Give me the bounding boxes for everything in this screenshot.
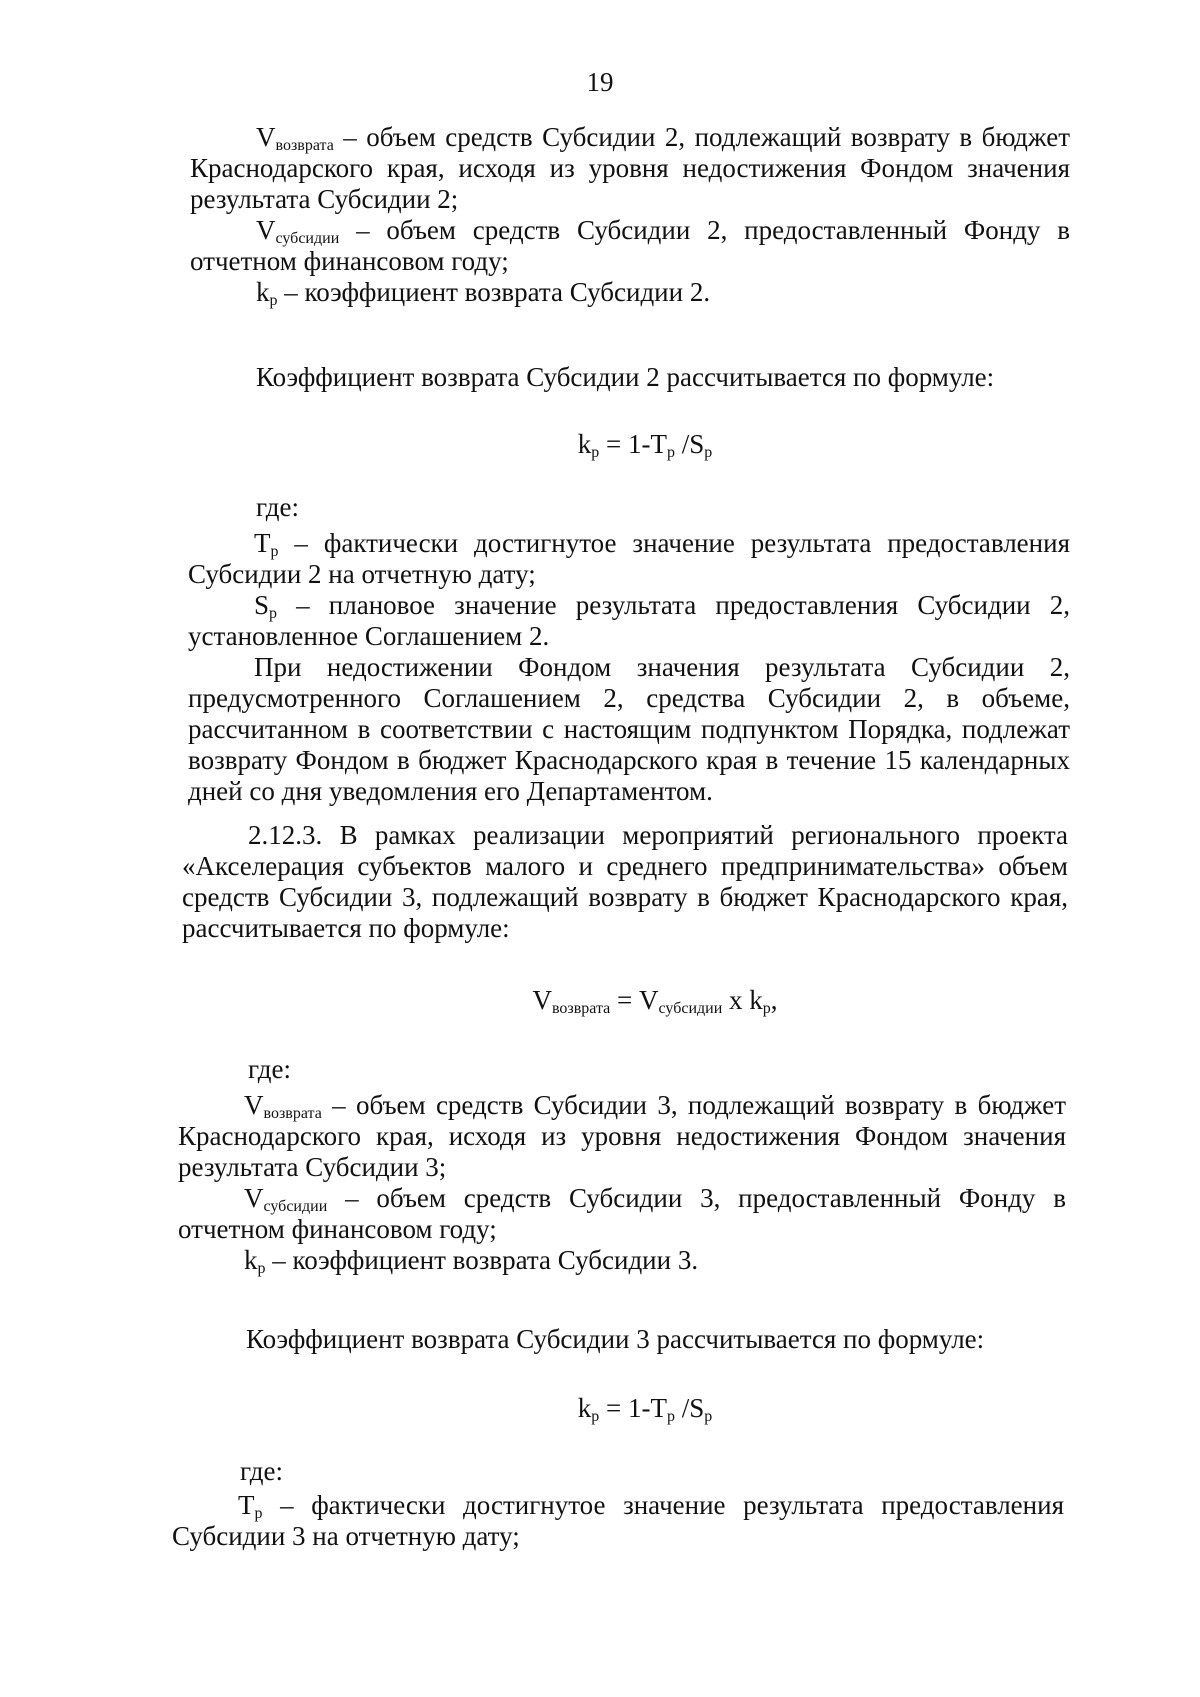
where-label-1: где: [256, 492, 299, 522]
coef-intro-3: Коэффициент возврата Субсидии 3 рассчитывается по формуле: [246, 1324, 985, 1354]
def-t-2: $T_p$ – фактически достигнутое значение результата предоставления Субсидии 2 на отчетную дату; [188, 528, 1070, 589]
def-k-2: $k_p$ – коэффициент возврата Субсидии 2. [256, 277, 711, 309]
definitions-block-2 [188, 528, 1070, 807]
def-s-2: $S_p$ – плановое значение результата предоставления Субсидии 2, установленное Соглашением 2. [188, 590, 1070, 651]
where-label-3: где: [240, 1456, 283, 1486]
non-achievement-paragraph: При недостижении Фондом значения результата Субсидии 2, предусмотренного Соглашением 2, средства Субсидии 2, в объеме, рассчитанном в соответствии с настоящим подпунктом Порядка, подлежат возврату Фондом в бюджет Краснодарского края в течение 15 календарных дней со дня уведомления его Департаментом. [188, 652, 1070, 806]
clause-2-12-3-text: 2.12.3. В рамках реализации мероприятий регионального проекта «Акселерация субъектов малого и среднего предпринимательства» объем средств Субсидии 3, подлежащий возврату в бюджет Краснодарского края, рассчитывается по формуле: [182, 820, 1068, 943]
where-label-2: где: [248, 1054, 291, 1084]
formula-v-return-3: $V_{возврата} = V_{субсидии}$ x $k_p$, [532, 985, 778, 1017]
def-t-3: $T_p$ – фактически достигнутое значение результата предоставления Субсидии 3 на отчетную дату; [172, 1490, 1064, 1551]
formula-k-2: $k_p = 1-T_p$ $/S_p$ [577, 429, 713, 461]
definitions-block-4 [172, 1490, 1064, 1552]
coef-intro-2: Коэффициент возврата Субсидии 2 рассчитывается по формуле: [256, 362, 995, 392]
clause-2-12-3 [182, 820, 1068, 944]
definitions-block-1 [190, 122, 1070, 308]
def-v-subsidy-2: $V_{субсидии}$ – объем средств Субсидии 2, предоставленный Фонду в отчетном финансовом году; [190, 215, 1070, 276]
formula-k-3: $k_p = 1-T_p$ $/S_p$ [577, 1393, 713, 1425]
def-v-return-3: $V_{возврата}$ – объем средств Субсидии 3, подлежащий возврату в бюджет Краснодарского края, исходя из уровня недостижения Фондом значения результата Субсидии 3; [178, 1090, 1066, 1182]
definitions-block-3 [178, 1090, 1066, 1276]
page-number: 19 [586, 67, 614, 97]
def-k-3: $k_p$ – коэффициент возврата Субсидии 3. [244, 1245, 699, 1277]
def-v-return-2: $V_{возврата}$ – объем средств Субсидии 2, подлежащий возврату в бюджет Краснодарского края, исходя из уровня недостижения Фондом значения результата Субсидии 2; [190, 122, 1070, 214]
def-v-subsidy-3: $V_{субсидии}$ – объем средств Субсидии 3, предоставленный Фонду в отчетном финансовом году; [178, 1183, 1066, 1244]
